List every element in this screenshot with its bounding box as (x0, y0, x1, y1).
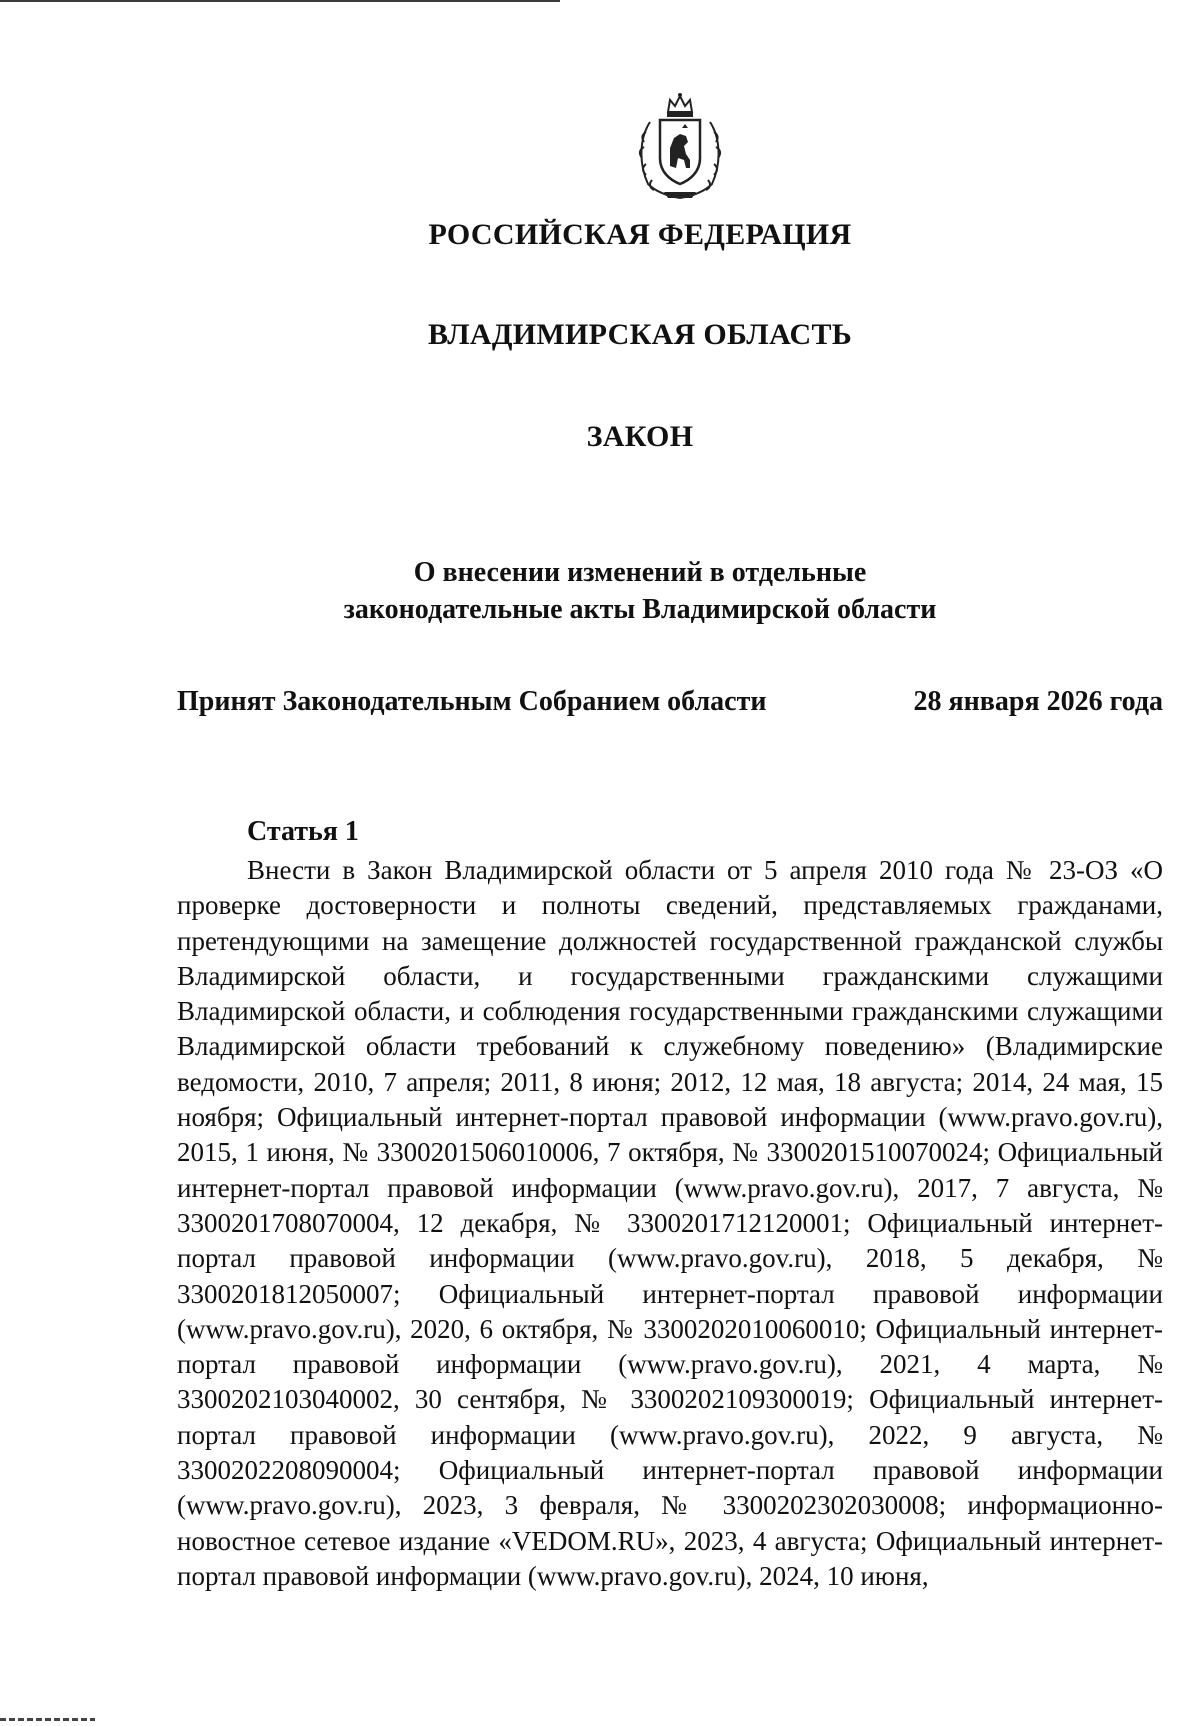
scan-edge-mark (0, 1718, 95, 1721)
country-name: РОССИЙСКАЯ ФЕДЕРАЦИЯ (428, 218, 852, 251)
scan-edge-line (0, 0, 560, 2)
adopted-by: Принят Законодательным Собранием области (177, 686, 767, 717)
law-title-line-1: О внесении изменений в отдельные (413, 557, 867, 588)
article-1-text: Внести в Закон Владимирской области от 5 апреля 2010 года № 23-ОЗ «О проверке достоверности и полноты сведений, представляемых гражданами, претендующими на замещение должностей государственной гражданской службы Владимирской области, и государственными гражданскими служащими Владимирской области, и соблюдения государственными гражданскими служащими Владимирской области требований к служебному поведению» (Владимирские ведомости, 2010, 7 апреля; 2011, 8 июня; 2012, 12 мая, 18 августа; 2014, 24 мая, 15 ноября; Официальный интернет-портал правовой информации (www.pravo.gov.ru), 2015, 1 июня, № 3300201506010006, 7 октября, № 3300201510070024; Официальный интернет-портал правовой информации (www.pravo.gov.ru), 2017, 7 августа, № 3300201708070004, 12 декабря, № 3300201712120001; Официальный интернет-портал правовой информации (www.pravo.gov.ru), 2018, 5 декабря, № 3300201812050007; Официальный интернет-портал правовой информации (www.pravo.gov.ru), 2020, 6 октября, № 3300202010060010; Официальный интернет-портал правовой информации (www.pravo.gov.ru), 2021, 4 марта, № 3300202103040002, 30 сентября, № 3300202109300019; Официальный интернет-портал правовой информации (www.pravo.gov.ru), 2022, 9 августа, № 3300202208090004; Официальный интернет-портал правовой информации (www.pravo.gov.ru), 2023, 3 февраля, № 3300202302030008; информационно-новостное сетевое издание «VEDOM.RU», 2023, 4 августа; Официальный интернет-портал правовой информации (www.pravo.gov.ru), 2024, 10 июня, (177, 855, 1163, 1591)
document-type: ЗАКОН (586, 420, 694, 453)
coat-of-arms-icon (630, 92, 730, 204)
adoption-date: 28 января 2026 года (913, 686, 1163, 717)
law-title-line-2: законодательные акты Владимирской области (343, 594, 937, 625)
law-title (40, 554, 1200, 628)
adoption-row (177, 686, 1163, 718)
region-name: ВЛАДИМИРСКАЯ ОБЛАСТЬ (428, 318, 852, 351)
article-1-heading: Статья 1 (247, 816, 359, 847)
